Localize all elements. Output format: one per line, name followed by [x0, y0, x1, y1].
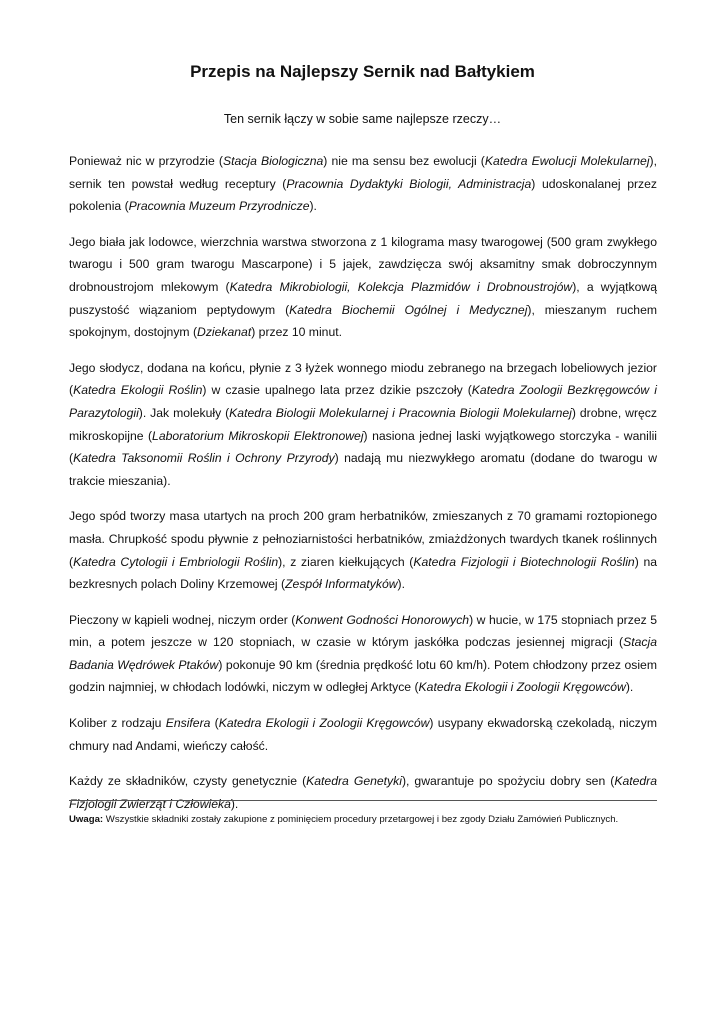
unit-reference: Katedra Genetyki	[306, 774, 402, 789]
unit-reference: Stacja Biologiczna	[222, 154, 324, 168]
unit-reference: Katedra Taksonomii Roślin i Ochrony Przyrody	[73, 451, 335, 466]
paragraph-text: ) pokonuje 90 km (średnia prędkość lotu 60 km/h). Potem chłodzony przez osiem godzin najmniej, w chłodach lodówki, niczym w odległej Arktyce (	[69, 657, 657, 695]
paragraph-text: Jego spód tworzy masa utartych na proch 200 gram herbatników, zmieszanych z 70 gramami roztopionego masła. Chrupkość spodu pływnie z pełnoziarnistości herbatników, zmiażdżonych twardych tkanek roślinnych (	[69, 509, 657, 569]
paragraph	[69, 609, 657, 699]
footnote-text: Wszystkie składniki zostały zakupione z pominięciem procedury przetargowej i bez zgody Działu Zamówień Publicznych.	[103, 814, 619, 825]
unit-reference: Konwent Godności Honorowych	[295, 612, 470, 627]
unit-reference: Pracownia Muzeum Przyrodnicze	[128, 199, 310, 214]
paragraph-text: Koliber z rodzaju	[69, 716, 166, 731]
paragraph-text: ) usypany ekwadorską czekoladą, niczym chmury nad Andami, wieńczy całość.	[69, 716, 657, 753]
paragraph-text: Pieczony w kąpieli wodnej, niczym order (	[69, 612, 296, 627]
paragraph-text: ), sernik ten powstał według receptury (	[69, 154, 657, 191]
unit-reference: Katedra Biochemii Ogólnej i Medycznej	[289, 302, 528, 317]
unit-reference: Katedra Biologii Molekularnej i Pracownia Biologii Molekularnej	[229, 405, 572, 420]
paragraph-text: Każdy ze składników, czysty genetycznie (	[69, 774, 307, 789]
paragraph-text: ).	[230, 796, 239, 811]
paragraph-text: ).	[397, 577, 405, 592]
unit-reference: Pracownia Dydaktyki Biologii, Administracja	[286, 176, 532, 191]
paragraph-text: ) w czasie upalnego lata przez dzikie pszczoły (	[202, 383, 472, 398]
paragraph	[69, 150, 657, 218]
paragraph-text: ). Jak molekuły (	[138, 405, 230, 420]
paragraph-text: Jego słodycz, dodana na końcu, płynie z 3 łyżek wonnego miodu zebranego na brzegach lobeliowych jezior (	[69, 360, 657, 398]
paragraph-text: ), a wyjątkową puszystość wiązaniom peptydowym (	[69, 279, 657, 317]
footnote-divider	[69, 800, 657, 801]
paragraph	[69, 770, 657, 815]
paragraph-text: (	[210, 716, 219, 731]
unit-reference: Katedra Ewolucji Molekularnej	[484, 154, 650, 168]
paragraph-text: ) drobne, wręcz mikroskopijne (	[69, 405, 657, 443]
document-body	[69, 150, 657, 828]
paragraph-text: ) w hucie, w 175 stopniach przez 5 min, a potem jeszcze w 120 stopniach, w czasie w którym jaskółka podczas jesiennej migracji (	[69, 612, 657, 650]
paragraph-text: Ponieważ nic w przyrodzie (	[69, 154, 223, 168]
paragraph-text: ), mieszanym ruchem spokojnym, dostojnym (	[69, 302, 657, 340]
paragraph-text: ) udoskonalanej przez pokolenia (	[69, 176, 657, 214]
document-title: Przepis na Najlepszy Sernik nad Bałtykiem	[190, 62, 535, 81]
unit-reference: Katedra Ekologii Roślin	[73, 383, 203, 398]
footnote-label: Uwaga:	[69, 814, 104, 825]
paragraph-text: ) nasiona jednej laski wyjątkowego storczyka - wanilii (	[69, 428, 657, 466]
unit-reference: Katedra Fizjologii Zwierząt i Człowieka	[69, 774, 657, 811]
unit-reference: Zespół Informatyków	[285, 577, 398, 592]
unit-reference: Katedra Mikrobiologii, Kolekcja Plazmidów i Drobnoustrojów	[229, 279, 573, 294]
paragraph-text: ), z ziaren kiełkujących (	[278, 554, 414, 569]
unit-reference: Laboratorium Mikroskopii Elektronowej	[152, 428, 364, 443]
paragraph	[69, 712, 657, 757]
paragraph-text: ) na bezkresnych polach Doliny Krzemowej (	[69, 554, 658, 592]
paragraph-text: Jego biała jak lodowce, wierzchnia warstwa stworzona z 1 kilograma masy twarogowej (500 gram zwykłego twarogu i 500 gram twarogu Mascarpone) i 5 jajek, zawdzięcza swój aksamitny smak dobroczynnym drobnoustrojom mlekowym (	[69, 234, 657, 294]
paragraph-text: ) nadają mu niezwykłego aromatu (dodane do twarogu w trakcie mieszania).	[69, 451, 658, 488]
unit-reference: Dziekanat	[197, 325, 252, 340]
unit-reference: Katedra Ekologii i Zoologii Kręgowców	[218, 716, 430, 731]
unit-reference: Stacja Badania Wędrówek Ptaków	[69, 635, 657, 672]
paragraph-text: ) nie ma sensu bez ewolucji (	[323, 154, 485, 168]
unit-reference: Katedra Fizjologii i Biotechnologii Roślin	[413, 554, 635, 569]
paragraph	[69, 231, 657, 344]
unit-reference: Katedra Cytologii i Embriologii Roślin	[73, 554, 279, 569]
footnote	[69, 811, 657, 829]
document-subtitle: Ten sernik łączy w sobie same najlepsze rzeczy…	[223, 112, 502, 126]
paragraph-text: ) przez 10 minut.	[251, 325, 342, 340]
paragraph	[69, 357, 657, 493]
paragraph-text: ).	[625, 680, 634, 695]
paragraph-text: ), gwarantuje po spożyciu dobry sen (	[401, 774, 615, 789]
unit-reference: Katedra Ekologii i Zoologii Kręgowców	[418, 680, 626, 695]
unit-reference: Katedra Zoologii Bezkręgowców i Parazytologii	[69, 383, 657, 420]
paragraph	[69, 505, 657, 595]
unit-reference: Ensifera	[165, 716, 211, 731]
paragraph-text: ).	[309, 199, 317, 214]
